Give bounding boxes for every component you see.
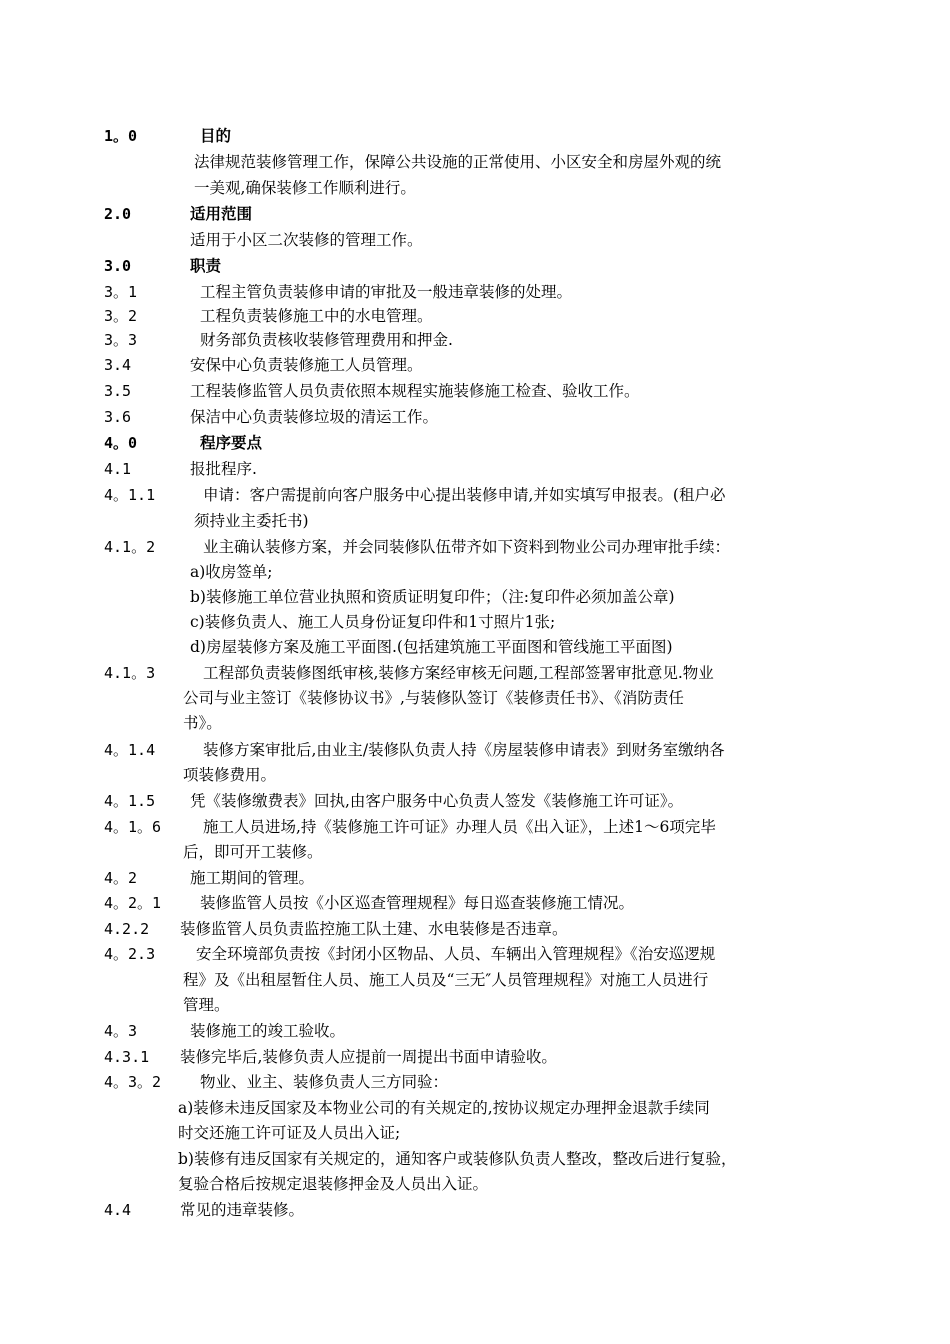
item-text: 装修监管人员按《小区巡查管理规程》每日巡查装修施工情况。 [200,894,635,912]
item-text: 财务部负责核收装修管理费用和押金. [200,331,453,349]
paragraph-text: 管理。 [183,996,230,1014]
item-text: 物业、业主、装修负责人三方同验： [200,1073,449,1091]
paragraph-text: 适用于小区二次装修的管理工作。 [190,231,423,249]
item-text: 工程主管负责装修申请的审批及一般违章装修的处理。 [200,283,573,301]
item-number: 4.2.2 [104,920,150,938]
item-number: 4.1。3 [104,664,156,682]
list-item-text: a)收房签单; [190,563,273,581]
paragraph-text: 项装修费用。 [183,766,277,784]
item-number: 3.6 [104,408,132,426]
section-title: 目的 [200,126,232,145]
item-text: 工程负责装修施工中的水电管理。 [200,307,433,325]
item-text: 施工期间的管理。 [190,869,315,887]
item-number: 3。1 [104,283,138,301]
list-item-text: b)装修有违反国家有关规定的，通知客户或装修队负责人整改，整改后进行复验， [178,1150,737,1168]
item-number: 4。2.3 [104,945,156,963]
item-text: 施工人员进场,持《装修施工许可证》办理人员《出入证》，上述1～6项完毕 [203,818,716,836]
item-text: 申请：客户需提前向客户服务中心提出装修申请,并如实填写申报表。(租户必 [203,486,726,504]
item-number: 4。3。2 [104,1073,162,1091]
item-text: 业主确认装修方案，并会同装修队伍带齐如下资料到物业公司办理审批手续： [203,538,731,556]
item-number: 3.5 [104,382,132,400]
item-text: 安全环境部负责按《封闭小区物品、人员、车辆出入管理规程》《治安巡逻规 [196,945,716,963]
paragraph-text: 公司与业主签订《装修协议书》,与装修队签订《装修责任书》、《消防责任 [183,689,684,707]
item-number: 4。1。6 [104,818,162,836]
section-title: 职责 [190,256,222,275]
paragraph-text: 法律规范装修管理工作，保障公共设施的正常使用、小区安全和房屋外观的统 [194,153,722,171]
item-text: 报批程序. [190,460,257,478]
item-number: 4.1 [104,460,132,478]
item-text: 常见的违章装修。 [180,1201,305,1219]
item-number: 4。2。1 [104,894,162,912]
list-item-text: c)装修负责人、施工人员身份证复印件和1寸照片1张; [190,613,556,631]
list-item-text: a)装修未违反国家及本物业公司的有关规定的,按协议规定办理押金退款手续同 [178,1099,710,1117]
list-item-text: 时交还施工许可证及人员出入证; [178,1124,401,1142]
item-text: 安保中心负责装修施工人员管理。 [190,356,423,374]
item-number: 4。1.5 [104,792,156,810]
list-item-text: d)房屋装修方案及施工平面图.(包括建筑施工平面图和管线施工平面图) [190,638,673,656]
section-number: 4。0 [104,434,138,452]
list-item-text: 复验合格后按规定退装修押金及人员出入证。 [178,1175,489,1193]
item-number: 3。2 [104,307,138,325]
item-number: 4。3 [104,1022,138,1040]
item-text: 凭《装修缴费表》回执,由客户服务中心负责人签发《装修施工许可证》。 [190,792,684,810]
section-number: 3.0 [104,257,132,275]
section-title: 适用范围 [190,204,253,223]
item-text: 装修方案审批后,由业主/装修队负责人持《房屋装修申请表》到财务室缴纳各 [203,741,725,759]
list-item-text: b)装修施工单位营业执照和资质证明复印件；（注:复印件必须加盖公章) [190,588,675,606]
item-text: 工程装修监管人员负责依照本规程实施装修施工检查、验收工作。 [190,382,640,400]
item-number: 3.4 [104,356,132,374]
item-number: 4。1.4 [104,741,156,759]
item-number: 4.3.1 [104,1048,150,1066]
item-number: 4。2 [104,869,138,887]
section-number: 2.0 [104,205,132,223]
paragraph-text: 后，即可开工装修。 [183,843,323,861]
section-number: 1。0 [104,127,138,145]
paragraph-text: 须持业主委托书) [194,512,309,530]
section-title: 程序要点 [200,433,263,452]
item-number: 4。1.1 [104,486,156,504]
paragraph-text: 程》及《出租屋暂住人员、施工人员及“三无″人员管理规程》对施工人员进行 [183,971,709,989]
paragraph-text: 一美观,确保装修工作顺利进行。 [194,179,416,197]
item-text: 保洁中心负责装修垃圾的清运工作。 [190,408,439,426]
item-text: 装修施工的竣工验收。 [190,1022,346,1040]
item-text: 工程部负责装修图纸审核,装修方案经审核无问题,工程部签署审批意见.物业 [203,664,714,682]
item-text: 装修监管人员负责监控施工队土建、水电装修是否违章。 [180,920,568,938]
item-text: 装修完毕后,装修负责人应提前一周提出书面申请验收。 [180,1048,557,1066]
item-number: 4.4 [104,1201,132,1219]
paragraph-text: 书》。 [183,714,222,732]
item-number: 4.1。2 [104,538,156,556]
item-number: 3。3 [104,331,138,349]
